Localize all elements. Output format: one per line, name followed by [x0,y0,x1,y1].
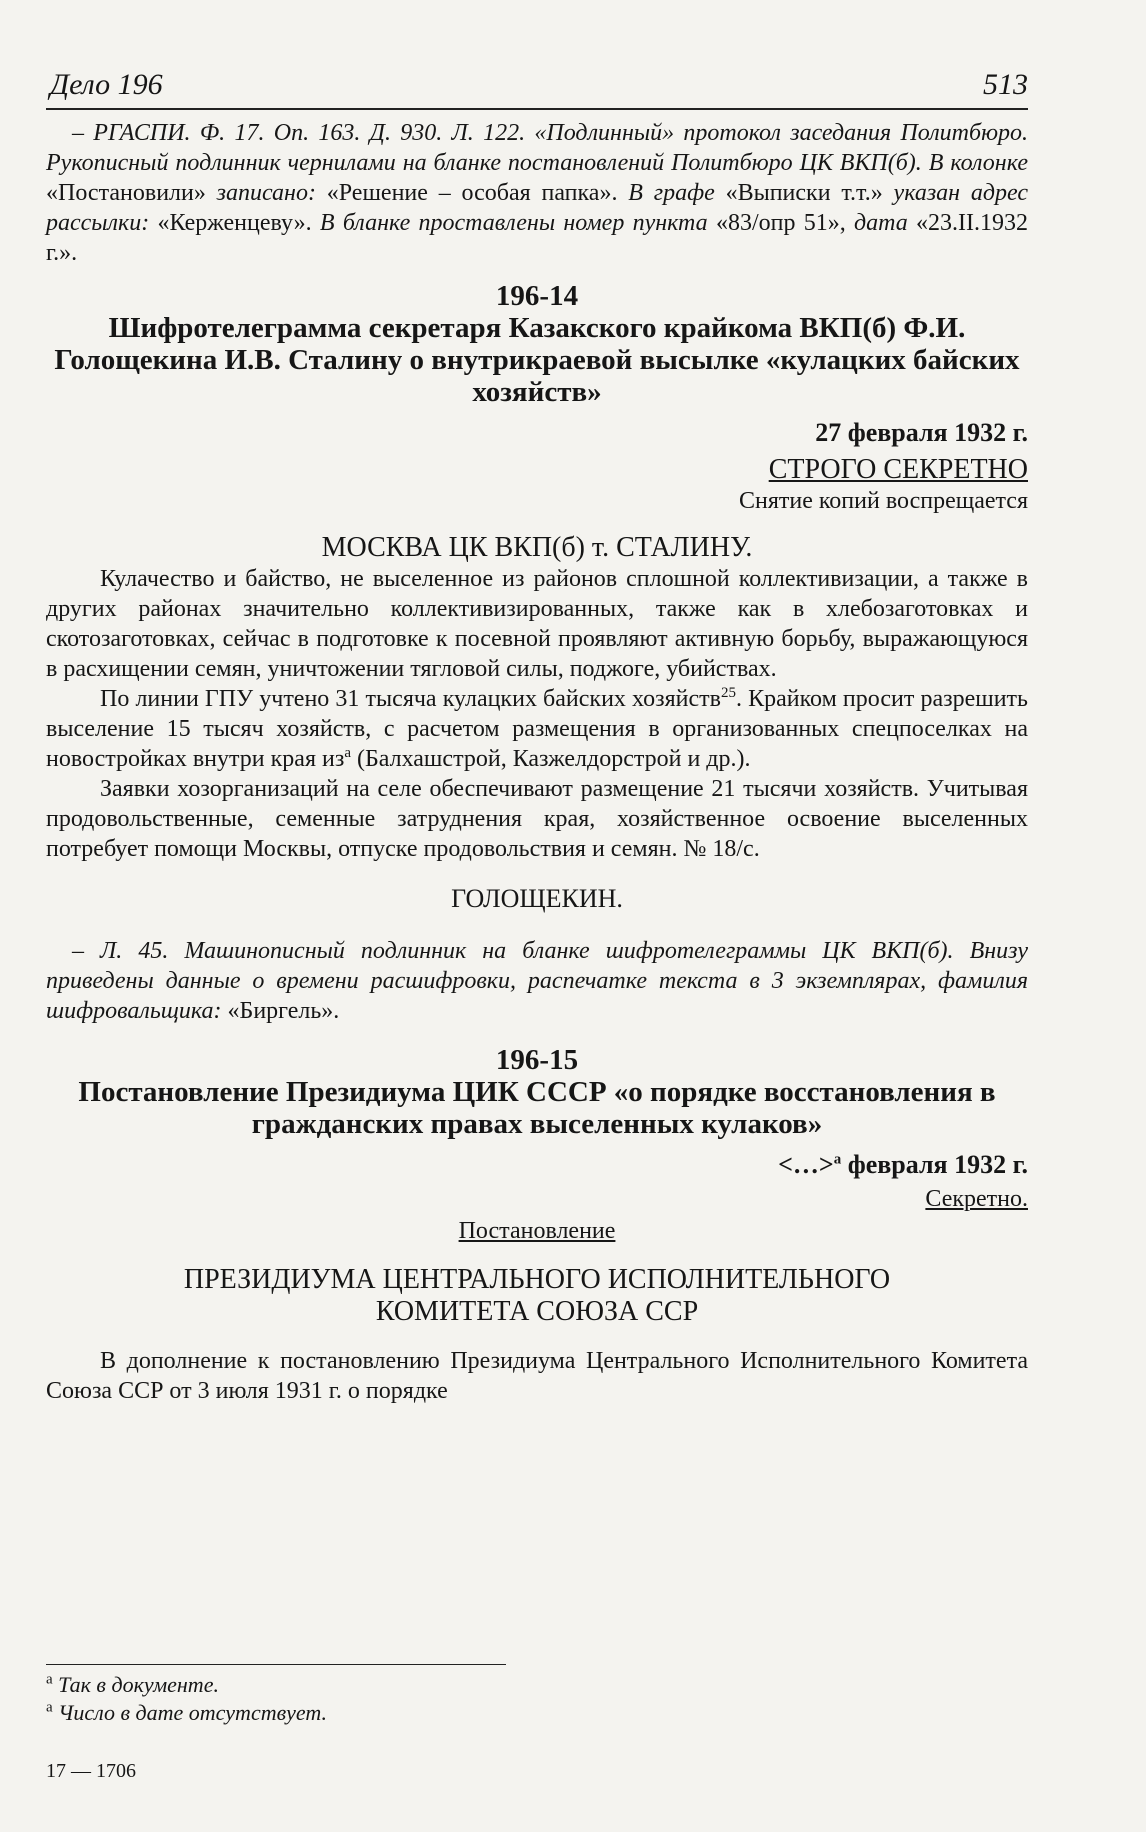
secrecy-stamp: СТРОГО СЕКРЕТНО [768,454,1028,485]
running-header [46,66,1028,110]
signature: ГОЛОЩЕКИН. [451,884,623,913]
resolution-heading: ПРЕЗИДИУМА ЦЕНТРАЛЬНОГО ИСПОЛНИТЕЛЬНОГО КОМИТЕТА СОЮЗА ССР [183,1264,891,1327]
archival-source-note-1: – РГАСПИ. Ф. 17. Оп. 163. Д. 930. Л. 122. «Подлинный» протокол заседания Политбюро. Рукописный подлинник чернилами на бланке постановлений Политбюро ЦК ВКП(б). В колонке «Постановили» записано: «Решение – особая папка». В графе «Выписки т.т.» указан адрес рассылки: «Керженцеву». В бланке проставлены номер пункта «83/опр 51», дата «23.II.1932 г.». [46,120,1029,266]
page-number: 513 [983,68,1028,101]
telegram-paragraph-1: Кулачество и байство, не выселенное из районов сплошной коллективизации, а также в других районах значительно коллективизированных, также как в хлебозаготовках и скотозаготовках, сейчас в подготовке к посевной проявляют активную борьбу, выражающуюся в расхищении семян, уничтожении тягловой силы, поджоге, убийствах. [46,566,1028,682]
main-text [46,118,1028,1406]
footnote-rule [46,1664,506,1665]
document-number-2: 196-15 [495,1044,579,1076]
copy-restriction: Снятие копий воспрещается [738,488,1028,514]
telegram-paragraph-3: Заявки хозорганизаций на селе обеспечивают размещение 21 тысячи хозяйств. Учитывая продовольственные, семенные затруднения края, хозяйственное освоение выселенных потребует помощи Москвы, отпуске продовольствия и семян. № 18/с. [46,776,1028,862]
document-number: 196-14 [495,280,579,312]
archival-source-note-2: – Л. 45. Машинописный подлинник на бланке шифротелеграммы ЦК ВКП(б). Внизу приведены данные о времени расшифровки, распечатке текста в 3 экземплярах, фамилия шифровальщика: «Биргель». [46,938,1028,1024]
document-date-2: <…>$^а$ февраля 1932 г. [778,1150,1028,1179]
footnotes [46,1664,546,1727]
addressee: МОСКВА ЦК ВКП(б) т. СТАЛИНУ. [321,532,753,563]
footnote-2: $^а$ Число в дате отсутствует. [46,1699,328,1725]
telegram-paragraph-2: По линии ГПУ учтено 31 тысяча кулацких байских хозяйств$^{25}$. Крайком просит разрешить выселение 15 тысяч хозяйств, с расчетом размещения в организованных спецпоселках на новостройках внутри края $из^а$ (Балхашстрой, Казжелдорстрой и др.). [46,685,1028,772]
resolution-label: Постановление [458,1218,616,1244]
resolution-paragraph-1: В дополнение к постановлению Президиума Центрального Исполнительного Комитета Союза ССР от 3 июля 1931 г. о порядке [46,1348,1028,1404]
document-title-2: Постановление Президиума ЦИК СССР «о порядке восстановления в гражданских правах выселенных кулаков» [78,1076,996,1140]
case-title: Дело 196 [50,68,163,101]
document-date: 27 февраля 1932 г. [815,418,1028,447]
footnote-1: $^а$ Так в документе. [46,1671,219,1697]
printer-signature-mark: 17 — 1706 [46,1760,136,1782]
secrecy-stamp-2: Секретно. [925,1186,1028,1212]
document-title: Шифротелеграмма секретаря Казакского крайкома ВКП(б) Ф.И. Голощекина И.В. Сталину о внутрикраевой высылке «кулацких байских хозяйств» [54,312,1020,408]
